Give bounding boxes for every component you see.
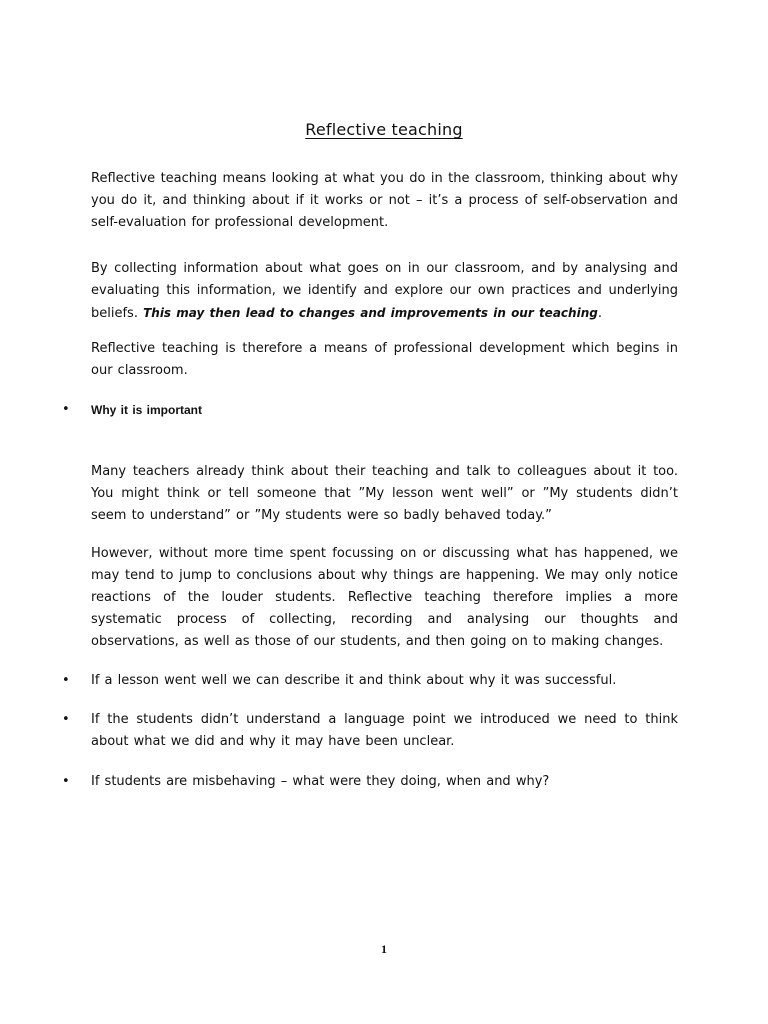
paragraph-definition: Reflective teaching means looking at what you do in the classroom, thinking about why you do it, and thinking about if it works or not – it’s a process of self-observation and self-evaluation for professional development. (91, 171, 678, 230)
paragraph-collecting-end: . (597, 306, 602, 321)
bullet-item-text: If students are misbehaving – what were they doing, when and why? (91, 774, 550, 789)
bullet-item-text: If a lesson went well we can describe it and think about why it was successful. (91, 673, 617, 688)
paragraph-collecting-text: By collecting information about what goes on in our classroom, and by analysing and evaluating this information, we identify and explore our own practices and underlying beliefs. (91, 261, 678, 321)
paragraph-professional-development: Reflective teaching is therefore a means of professional development which begins in our classroom. (91, 341, 678, 378)
paragraph-many-teachers: Many teachers already think about their teaching and talk to colleagues about it too. You might think or tell someone that ”My lesson went well” or ”My students didn’t seem to understand” or ”My students were so badly behaved today.” (91, 464, 678, 523)
bullet-icon: • (62, 673, 70, 688)
page-number: 1 (381, 942, 387, 956)
bullet-icon: • (62, 774, 70, 789)
paragraph-however: However, without more time spent focussing on or discussing what has happened, we may tend to jump to conclusions about why things are happening. We may only notice reactions of the louder students. Reflective teaching therefore implies a more systematic process of collecting, recording and analysing our thoughts and observations, as well as those of our students, and then going on to making changes. (91, 546, 678, 649)
paragraph-collecting-emphasis: This may then lead to changes and improvements in our teaching (143, 306, 598, 320)
section-heading-why-important: Why it is important (91, 403, 202, 417)
bullet-item-text: If the students didn’t understand a language point we introduced we need to think about what we did and why it may have been unclear. (91, 712, 678, 749)
bullet-icon: • (62, 402, 70, 417)
document-title: Reflective teaching (305, 120, 463, 139)
paragraph-collecting-information (91, 258, 678, 325)
bullet-icon: • (62, 712, 70, 727)
